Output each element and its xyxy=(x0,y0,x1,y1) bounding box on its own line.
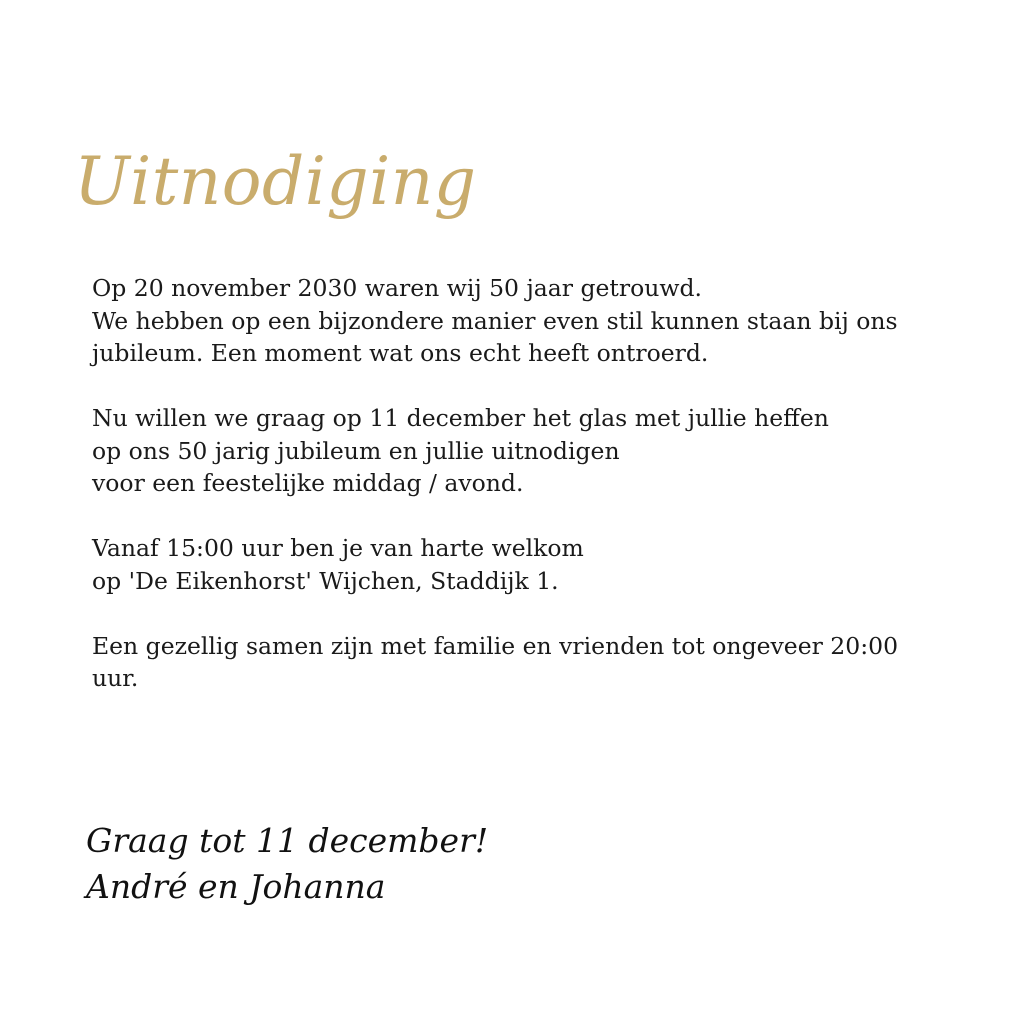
signoff xyxy=(86,818,488,910)
signoff-greeting: Graag tot 11 december! xyxy=(86,821,489,860)
body-line: Vanaf 15:00 uur ben je van harte welkom xyxy=(92,534,584,562)
paragraph-closing xyxy=(92,630,942,695)
body-line: voor een feestelijke middag / avond. xyxy=(92,469,524,497)
body-line: We hebben op een bijzondere manier even stil kunnen staan bij ons xyxy=(92,306,898,335)
invitation-title: Uitnodiging xyxy=(74,143,477,220)
body-line: op 'De Eikenhorst' Wijchen, Staddijk 1. xyxy=(92,566,559,595)
signoff-names: André en Johanna xyxy=(86,867,386,906)
body-line: jubileum. Een moment wat ons echt heeft ontroerd. xyxy=(92,339,709,367)
body-line: Op 20 november 2030 waren wij 50 jaar getrouwd. xyxy=(92,274,703,302)
body-line: uur. xyxy=(92,664,139,692)
paragraph-location xyxy=(92,532,942,597)
invitation-body xyxy=(92,272,942,727)
body-line: Een gezellig samen zijn met familie en vrienden tot ongeveer 20:00 xyxy=(92,631,899,660)
body-line: Nu willen we graag op 11 december het glas met jullie heffen xyxy=(92,404,829,432)
paragraph-invitation xyxy=(92,402,942,500)
body-line: op ons 50 jarig jubileum en jullie uitnodigen xyxy=(92,436,620,465)
paragraph-anniversary xyxy=(92,272,942,370)
